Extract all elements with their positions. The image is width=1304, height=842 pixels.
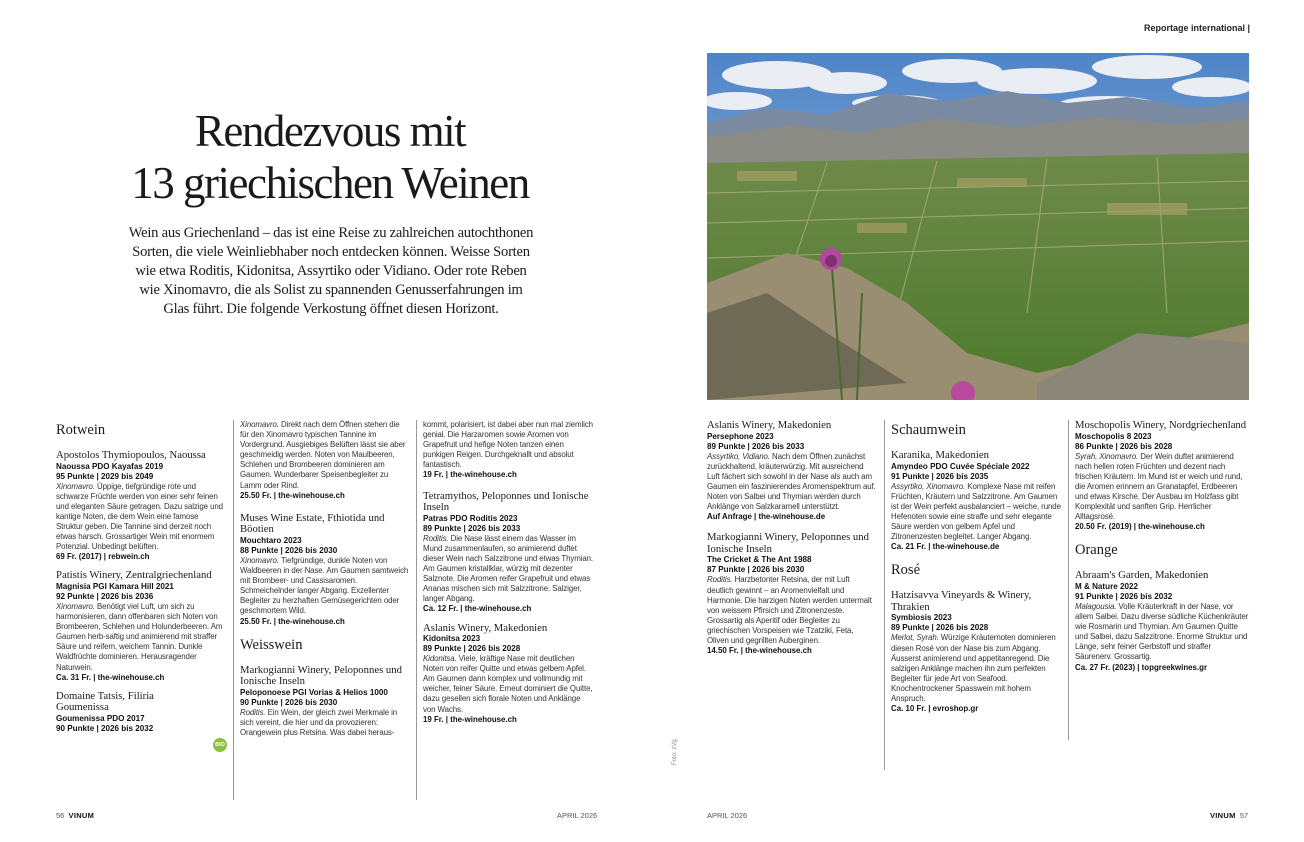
tasting-note — [707, 575, 877, 646]
wine-entry — [707, 532, 877, 656]
grape-variety: Xinomavro. — [56, 601, 95, 611]
wine-name: Mouchtaro 2023 — [240, 535, 302, 545]
wine-name: Kidonitsa 2023 — [423, 634, 481, 644]
wine-name: Peloponoese PGI Vorias & Helios 1000 — [240, 687, 388, 697]
wine-rating: 88 Punkte | 2026 bis 2030 — [240, 545, 338, 555]
tasting-note — [56, 482, 226, 553]
wine-entry — [240, 513, 410, 627]
producer-name: Tetramythos, Peloponnes und Ionische Inseln — [423, 489, 589, 514]
wine-name: Persephone 2023 — [707, 431, 774, 441]
wine-entry — [56, 570, 226, 682]
tasting-note — [240, 556, 410, 617]
producer-name: Aslanis Winery, Makedonien — [423, 621, 548, 634]
wine-rating: 87 Punkte | 2026 bis 2030 — [707, 565, 805, 575]
page-number: 56 — [56, 811, 65, 820]
column-3 — [423, 420, 593, 802]
tasting-note — [707, 452, 877, 513]
wine-price: 25.50 Fr. | the-winehouse.ch — [240, 616, 345, 626]
wine-price: 25.50 Fr. | the-winehouse.ch — [240, 490, 345, 500]
section-title-schaumwein: Schaumwein — [891, 422, 966, 438]
wine-entry-continued — [240, 420, 410, 501]
issue-date: APRIL 2026 — [557, 811, 598, 820]
grape-variety: Assyrtiko, Xinomavro. — [891, 481, 966, 491]
footer-left — [56, 811, 94, 820]
wine-entry — [423, 491, 593, 615]
wine-name: M & Nature 2022 — [1075, 581, 1138, 591]
magazine-brand: VINUM — [68, 811, 95, 820]
column-5 — [891, 420, 1061, 772]
wine-rating: 90 Punkte | 2026 bis 2032 — [56, 723, 154, 733]
tasting-note — [891, 482, 1061, 543]
wine-entry — [1075, 570, 1249, 672]
tasting-text: Benötigt viel Luft, um sich zu harmonisieren, dann offenbaren sich Noten von Brombeeren, Schlehen und Holunderbeeren. Am Gaumen herb-saftig und animierend mit straffer Säure und reifem, weichem Tannin. Dunkle Waldfrüchte dominieren. Herausragender Naturwein. — [56, 601, 223, 672]
wine-price: Ca. 10 Fr. | evroshop.gr — [891, 704, 979, 714]
column-2 — [240, 420, 410, 802]
wine-rating: 95 Punkte | 2029 bis 2049 — [56, 471, 154, 481]
landscape-photo — [707, 53, 1249, 400]
wine-entry — [891, 450, 1061, 552]
article-lede: Wein aus Griechenland – das ist eine Reise zu zahlreichen autochthonen Sorten, die viele Weinliebhaber noch entdecken können. Weisse Sorten wie etwa Roditis, Kidonitsa, Assyrtiko oder Vidiano. Oder rote Reben wie Xinomavro, die als Solist zu spannenden Genusserfahrungen im Glas führt. Die folgende Verkostung öffnet diesen Horizont. — [128, 225, 534, 317]
grape-variety: Kidonitsa. — [423, 654, 457, 664]
title-line-1: Rendezvous mit — [194, 106, 466, 156]
section-tag: Reportage international | — [1143, 23, 1250, 33]
tasting-note — [891, 633, 1061, 704]
page-number: 57 — [1239, 811, 1249, 820]
magazine-brand: VINUM — [1210, 811, 1236, 820]
producer-name: Markogianni Winery, Peloponnes und Ionische Inseln — [240, 663, 402, 688]
grape-variety: Xinomavro. — [56, 481, 95, 491]
section-title-orange: Orange — [1075, 542, 1118, 559]
wine-price: 20.50 Fr. (2019) | the-winehouse.ch — [1075, 522, 1205, 532]
wine-name: Patras PDO Roditis 2023 — [423, 513, 518, 523]
wine-entry — [56, 450, 226, 562]
wine-rating: 89 Punkte | 2026 bis 2033 — [707, 441, 805, 451]
producer-name: Markogianni Winery, Peloponnes und Ionische Inseln — [707, 531, 869, 555]
wine-price: 69 Fr. (2017) | rebwein.ch — [56, 552, 150, 562]
footer-right — [1210, 811, 1248, 820]
wine-rating: 86 Punkte | 2026 bis 2028 — [1075, 441, 1173, 451]
producer-name: Domaine Tatsis, Filiria Goumenissa — [56, 689, 154, 714]
wine-name: Naoussa PDO Kayafas 2019 — [56, 461, 164, 471]
tasting-text: Würzige Kräuternoten dominieren diesen Rosé von der Nase bis zum Abgang. Äusserst animierend und appetitanregend. Die salzigen Anklänge machen ihn zum perfekten Begleiter für jede Art von Seafood. Knochentrockener Spasswein mit hohem Anspruch. — [891, 633, 1056, 703]
tasting-text: Der Wein duftet animierend nach hellen roten Früchten und dezent nach frischen Kräutern. Im Mund ist er weich und rund, die Aromen erinnern an Granatapfel, Erdbeeren und etwas Kirsche. Der Ausbau im Holzfass gibt Komplexität und sanften Grip. Herrlicher Alltagsrosé. — [1075, 451, 1243, 522]
column-divider — [233, 420, 234, 800]
producer-name: Moschopolis Winery, Nordgriechenland — [1075, 420, 1247, 431]
tasting-text: Volle Kräuterkraft in der Nase, vor allem Salbei. Dazu diverse südliche Küchenkräuter wie Rosmarin und Thymian. Am Gaumen Quitte und Salbei, dazu Salzzitrone. Enorme Struktur und Länge, sehr feiner Gerbstoff und straffer Säurenerv. Grossartig. — [1075, 601, 1249, 662]
wine-entry — [707, 420, 877, 522]
column-6 — [1075, 420, 1249, 740]
tasting-note — [1075, 602, 1249, 663]
wine-price: Ca. 31 Fr. | the-winehouse.ch — [56, 672, 165, 682]
grape-variety: Syrah, Xinomavro. — [1075, 451, 1139, 461]
wine-price: Ca. 12 Fr. | the-winehouse.ch — [423, 604, 532, 614]
article-title — [60, 105, 600, 209]
producer-name: Muses Wine Estate, Fthiotida und Böotien — [240, 511, 385, 536]
column-divider — [1068, 420, 1069, 740]
wine-entry — [240, 665, 410, 738]
wine-rating: 89 Punkte | 2026 bis 2033 — [423, 523, 521, 533]
wine-rating: 90 Punkte | 2026 bis 2030 — [240, 697, 338, 707]
tasting-text: Ein Wein, der gleich zwei Merkmale in sich vereint, die hier und da provozieren: Orangewein plus Retsina. Was dabei heraus- — [240, 707, 398, 737]
grape-variety: Roditis. — [707, 575, 733, 585]
wine-rating: 91 Punkte | 2026 bis 2032 — [1075, 591, 1173, 601]
wine-rating: 89 Punkte | 2026 bis 2028 — [423, 644, 521, 654]
tasting-text: Tiefgründige, dunkle Noten von Waldbeeren in der Nase. Am Gaumen samtweich mit Brombeer- und Cassisaromen. Schmeichelnder langer Abgang. Exzellenter Begleiter zu herzhaften Gemüsegerichten oder geschmortem Wild. — [240, 555, 409, 616]
tasting-text: Harzbetonter Retsina, der mit Luft deutlich gewinnt – an Aromenvielfalt und Harmonie. Die harzigen Noten werden untermalt von weissem Pfirsich und Zitronenzeste. Grossartig als Aperitif oder Begleiter zu griechischen Vorspeisen wie Tzatziki, Feta, Oliven und gegrillten Auberginen. — [707, 575, 872, 645]
wine-name: Moschopolis 8 2023 — [1075, 431, 1152, 441]
tasting-text: Direkt nach dem Öffnen stehen die für den Xinomavro typischen Tannine im Vordergrund. Ausgiebiges Belüften lässt sie aber geschmeidig werden. Noten von Maulbeeren, Schlehen und Brombeeren dominieren am Gaumen. Wunderbarer Speisenbegleiter zu Lamm oder Rind. — [240, 420, 406, 490]
grape-variety: Merlot, Syrah. — [891, 633, 939, 643]
column-divider — [884, 420, 885, 770]
tasting-note — [56, 602, 226, 673]
issue-date: APRIL 2026 — [707, 811, 748, 820]
wine-entry — [423, 623, 593, 725]
wine-rating: 89 Punkte | 2026 bis 2028 — [891, 623, 989, 633]
wine-name: The Cricket & The Ant 1988 — [707, 555, 812, 565]
producer-name: Apostolos Thymiopoulos, Naoussa — [56, 449, 206, 461]
producer-name: Aslanis Winery, Makedonien — [707, 420, 832, 431]
tasting-text: Viele, kräftige Nase mit deutlichen Noten von reifer Quitte und etwas gelbem Apfel. Am Gaumen dann komplex und vollmundig mit weicher, feiner Säure. Erneut dominiert die Quitte, dazu gesellen sich florale Noten und Anklänge von Wachs. — [423, 654, 593, 714]
tasting-note — [1075, 452, 1249, 523]
wine-name: Magnisia PGI Kamara Hill 2021 — [56, 581, 174, 591]
tasting-note — [240, 420, 410, 491]
wine-price: Ca. 21 Fr. | the-winehouse.de — [891, 542, 1000, 552]
tasting-text: Üppige, tiefgründige rote und schwarze Früchte werden von einer sehr feinen und eleganten Säure getragen. Dazu salzige und kantige Noten, die dem Wein eine famose Struktur geben. Die Tannine sind derzeit noch etwas harsch. Grossartiger Wein mit enormem Potenzial. Unbedingt belüften. — [56, 481, 223, 552]
wine-entry — [1075, 420, 1249, 532]
tasting-text: Nach dem Öffnen zunächst zurückhaltend, kräuterwürzig. Mit ausreichend Luft fächert sich sowohl in der Nase als auch am Gaumen ein faszinierendes Aromenspektrum auf. Noten von Salbei und Thymian werden durch Anklänge von Salzkaramell unterstützt. — [707, 451, 876, 512]
tasting-text: Komplexe Nase mit reifen Früchten, Kräutern und Salzzitrone. Am Gaumen ist der Wein perfekt ausbalanciert – weiche, runde Hefenoten sowie eine straffe und sehr elegante Säure werden von gelbem Apfel und Zitronenzesten begleitet. Langer Abgang. — [891, 481, 1061, 542]
wine-rating: 92 Punkte | 2026 bis 2036 — [56, 591, 154, 601]
column-4 — [707, 420, 877, 700]
grape-variety: Roditis. — [423, 533, 449, 543]
title-line-2: 13 griechischen Weinen — [131, 158, 529, 208]
wine-price: 14.50 Fr. | the-winehouse.ch — [707, 646, 812, 656]
section-title-rose: Rosé — [891, 562, 920, 579]
producer-name: Abraam's Garden, Makedonien — [1075, 569, 1209, 582]
wine-entry-continued — [423, 420, 593, 481]
grape-variety: Xinomavro. — [240, 420, 279, 429]
wine-name: Amyndeo PDO Cuvée Spéciale 2022 — [891, 461, 1030, 471]
wine-price: 19 Fr. | the-winehouse.ch — [423, 714, 517, 724]
tasting-note — [423, 534, 593, 605]
grape-variety: Xinomavro. — [240, 555, 279, 565]
tasting-note — [240, 708, 410, 738]
wine-name: Symbiosis 2023 — [891, 613, 952, 623]
section-title-weisswein: Weisswein — [240, 636, 303, 653]
column-1 — [56, 420, 226, 802]
producer-name: Hatzisavva Vineyards & Winery, Thrakien — [891, 589, 1032, 613]
column-divider — [416, 420, 417, 800]
wine-price: Ca. 27 Fr. (2023) | topgreekwines.gr — [1075, 662, 1208, 672]
tasting-note — [423, 654, 593, 715]
grape-variety: Assyrtiko, Vidiano. — [707, 451, 770, 461]
wine-entry — [891, 590, 1061, 714]
tasting-text: Die Nase lässt einem das Wasser im Mund zusammenlaufen, so animierend duftet dieser Wein nach Salzzitrone und etwas Thymian. Am Gaumen kristallklar, würzig mit dezenter Salznote. Die Aromen reifer Grapefruit und etwas Ananas mischen sich mit Salzzitrone. Salziger, langer Abgang. — [423, 533, 593, 604]
photo-credit: Foto: zVg. — [672, 737, 678, 765]
bio-badge: BIO — [213, 738, 227, 752]
tasting-note: kommt, polarisiert, ist dabei aber nun mal ziemlich genial. Die Harzaromen sowie Aromen von Grapefruit und hefige Noten tanzen einen punkigen Reigen. Durchgeknallt und absolut fantastisch. — [423, 420, 593, 470]
wine-rating: 91 Punkte | 2026 bis 2035 — [891, 471, 989, 481]
grape-variety: Roditis. — [240, 707, 266, 717]
wine-name: Goumenissa PDO 2017 — [56, 713, 145, 723]
wine-price: 19 Fr. | the-winehouse.ch — [423, 470, 517, 480]
grape-variety: Malagousia. — [1075, 601, 1117, 611]
producer-name: Patistis Winery, Zentralgriechenland — [56, 569, 212, 582]
section-title-rotwein: Rotwein — [56, 422, 106, 438]
wine-entry — [56, 691, 226, 734]
producer-name: Karanika, Makedonien — [891, 449, 989, 461]
wine-price: Auf Anfrage | the-winehouse.de — [707, 512, 826, 522]
